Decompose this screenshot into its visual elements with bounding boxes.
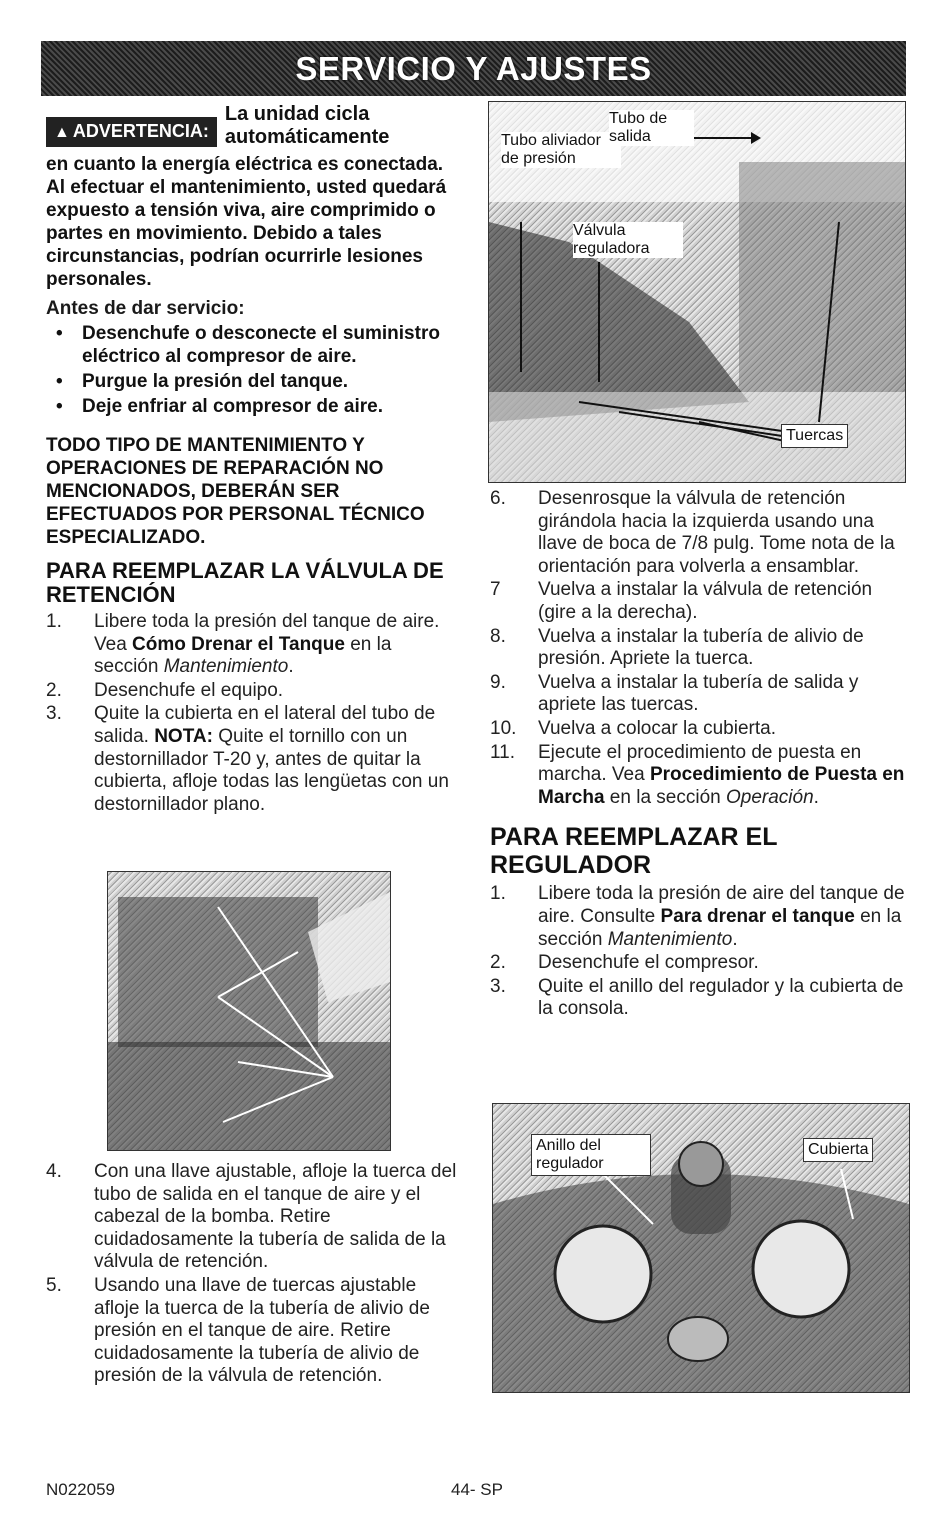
list-item: 8. Vuelva a instalar la tubería de alivio de presión. Apriete la tuerca. xyxy=(490,625,864,670)
maintenance-notice: TODO TIPO DE MANTENIMIENTO Y OPERACIONES DE REPARACIÓN NO MENCIONADOS, DEBERÁN SER EFECTUADOS POR PERSONAL TÉCNICO ESPECIALIZADO. xyxy=(46,435,425,548)
right-column xyxy=(490,488,910,1022)
list-item: 1. Libere toda la presión de aire del tanque de aire. Consulte Para drenar el tanque en la sección Mantenimiento. xyxy=(490,883,905,950)
list-item: 1. Libere toda la presión del tanque de aire. Vea Cómo Drenar el Tanque en la sección Mantenimiento. xyxy=(46,611,440,678)
before-service-list xyxy=(46,322,461,418)
valve-steps-left xyxy=(46,611,461,816)
footer-code: N022059 xyxy=(46,1480,116,1499)
warning-block xyxy=(46,103,461,291)
valve-heading: PARA REEMPLAZAR LA VÁLVULA DE RETENCIÓN xyxy=(46,558,444,607)
list-item: 10. Vuelva a colocar la cubierta. xyxy=(490,717,776,739)
cover-photo-drawing xyxy=(108,872,390,1150)
valve-photo xyxy=(488,101,906,483)
warning-triangle-icon: ▲ xyxy=(54,124,70,141)
list-item: 5. Usando una llave de tuercas ajustable afloje la tuerca de la tubería de alivio de presión en el tanque de aire. Retire cuidadosamente la tubería de alivio de presión de la válvula de retención. xyxy=(46,1274,430,1387)
regulator-steps xyxy=(490,883,910,1021)
list-item: 9. Vuelva a instalar la tubería de salida y apriete las tuercas. xyxy=(490,671,859,716)
label-regulator-ring: Anillo del regulador xyxy=(531,1134,651,1176)
list-item: 3. Quite el anillo del regulador y la cubierta de la consola. xyxy=(490,975,904,1020)
cover-photo xyxy=(107,871,391,1151)
label-outlet-tube: Tubo de salida xyxy=(609,110,694,146)
label-nuts: Tuercas xyxy=(781,424,848,448)
valve-steps-right xyxy=(490,488,910,809)
label-regulator-valve: Válvula reguladora xyxy=(573,222,683,258)
regulator-heading: PARA REEMPLAZAR EL REGULADOR xyxy=(490,823,778,880)
list-item: 3. Quite la cubierta en el lateral del tubo de salida. NOTA: Quite el tornillo con un destornillador T-20 y, antes de quitar la cubierta, afloje todas las lengüetas con un destornillador plano. xyxy=(46,703,449,815)
list-item: 7 Vuelva a instalar la válvula de retención (gire a la derecha). xyxy=(490,579,873,623)
list-item: 11. Ejecute el procedimiento de puesta en marcha. Vea Procedimiento de Puesta en Marcha en la sección Operación. xyxy=(490,741,905,808)
list-item: • Purgue la presión del tanque. xyxy=(56,371,349,392)
list-item: • Deje enfriar al compresor de aire. xyxy=(56,396,383,417)
label-relief-tube: Tubo aliviador de presión xyxy=(501,132,621,168)
list-item: 2. Desenchufe el equipo. xyxy=(46,679,284,701)
warning-body: en cuanto la energía eléctrica es conectada. Al efectuar el mantenimiento, usted quedará expuesto a tensión viva, aire comprimido o partes en movimiento. Debido a tales circunstancias, podrían ocurrirle lesiones personales. xyxy=(46,154,447,290)
left-column xyxy=(46,103,461,817)
valve-steps-left-lower xyxy=(46,1161,461,1389)
banner-title: SERVICIO Y AJUSTES xyxy=(295,49,652,87)
warning-lead: La unidad cicla automáticamente xyxy=(224,103,390,148)
regulator-photo xyxy=(492,1103,910,1393)
before-service-intro: Antes de dar servicio: xyxy=(46,298,245,319)
warning-badge xyxy=(46,117,217,147)
list-item: 4. Con una llave ajustable, afloje la tuerca del tubo de salida en el tanque de aire y el cabezal de la bomba. Retire cuidadosamente la tubería de salida de la válvula de retención. xyxy=(46,1161,457,1273)
list-item: 6. Desenrosque la válvula de retención girándola hacia la izquierda usando una llave de boca de 7/8 pulg. Tome nota de la orientación para volverla a ensamblar. xyxy=(490,488,895,577)
section-banner xyxy=(41,41,906,96)
label-cover: Cubierta xyxy=(803,1138,873,1162)
list-item: • Desenchufe o desconecte el suministro eléctrico al compresor de aire. xyxy=(56,323,440,367)
list-item: 2. Desenchufe el compresor. xyxy=(490,952,759,974)
warning-badge-text: ADVERTENCIA: xyxy=(72,121,209,141)
footer-page: 44- SP xyxy=(451,1480,503,1499)
